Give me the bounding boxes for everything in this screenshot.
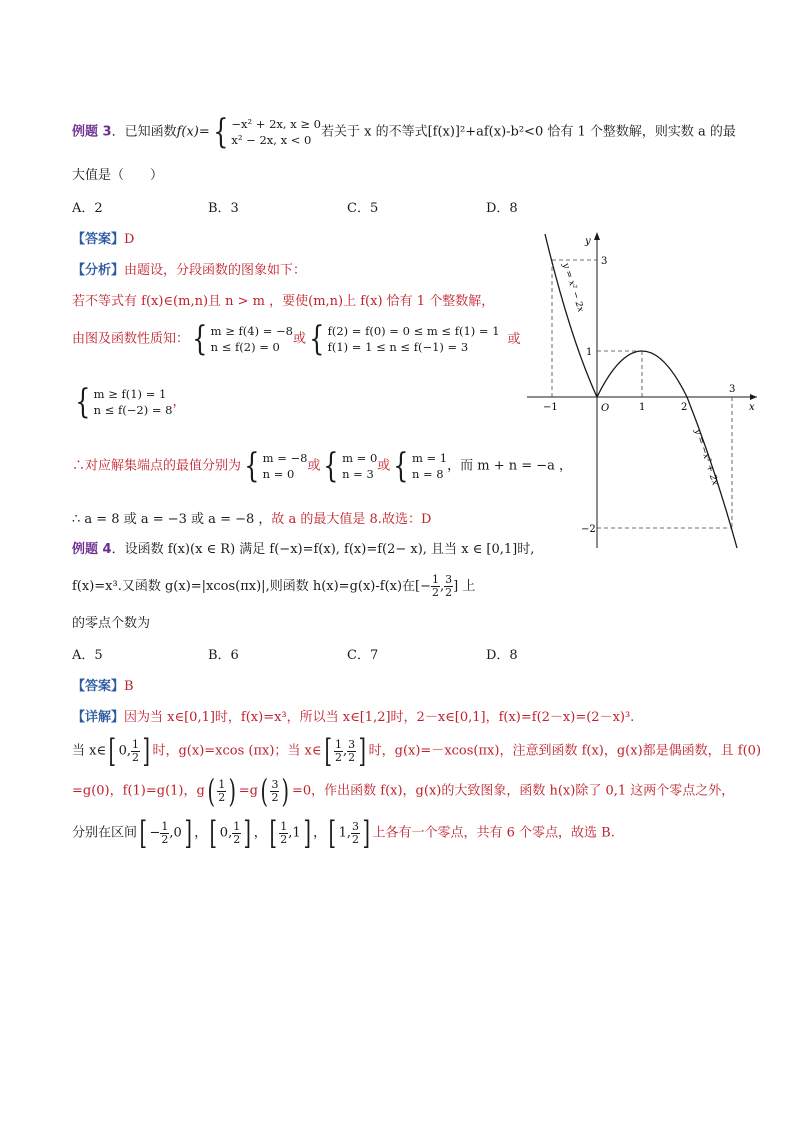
frac-half: [131, 739, 140, 764]
frac-den: 2: [351, 832, 359, 846]
ex4-frac-half: [431, 574, 440, 599]
frac-num: 1: [335, 737, 342, 751]
ex3-analysis-text: 由题设，分段函数的图象如下：: [124, 263, 307, 278]
ex4-line2-text: f(x)=x³.又函数 g(x)=|xcos(πx)|,则函数 h(x)=g(x)-f(x)在: [72, 579, 416, 594]
frac-half-3: [217, 779, 226, 804]
ex3-answer: [72, 228, 134, 247]
ex4-d3-a: =g(0)，f(1)=g(1)，g: [72, 783, 205, 799]
ex4-choice-a: A．5: [72, 648, 103, 663]
frac-three-half-2: [270, 779, 279, 804]
ex3-or-3: 或: [307, 458, 321, 474]
ex4-detail-line4: 分别在区间[ − $\frac{1}{2}$ ,0] ，[ 0, $\frac{1}{2}$ ] ，[ $\frac{1}{2}$ ,1] ，[ 1, $\frac{3}{2}$ ] 上各有一个零点，共有 6 个零点，故选 B.: [72, 814, 615, 852]
y-axis-label: y: [585, 236, 591, 247]
sys-e-1: m = 0: [342, 451, 378, 465]
ex3-or-2: 或: [507, 331, 521, 347]
ex4-line2: f(x)=x³.又函数 g(x)=|xcos(πx)|,则函数 h(x)=g(x)-f(x)在[− $\frac{1}{2}$ , $\frac{3}{2}$ ] 上: [72, 573, 476, 599]
ex4-intro: ．设函数 f(x)(x ∈ R) 满足 f(−x)=f(x), f(x)=f(2− x), 且当 x ∈ [0,1]时,: [111, 542, 535, 557]
ex4-line1: [72, 538, 534, 557]
ex4-d2-c: 时，g(x)=－xcos(πx)，注意到函数 f(x)，g(x)都是偶函数，且 f(0): [368, 743, 762, 759]
ex4-detail-line2: 当 x∈[ 0, $\frac{1}{2}$ ] 时，g(x)=xcos (πx)；当 x∈[ $\frac{1}{2}$ , $\frac{3}{2}$ ] 时，g(x)=－xcos(πx)，注意到函数 f(x)，g(x)都是偶函数，且 f(0): [72, 732, 762, 770]
ex3-condition-cont: 大值是（ ）: [72, 168, 164, 183]
ex3-answer-value: D: [124, 232, 135, 247]
ex3-analysis-line2: 若不等式有 f(x)∈(m,n)且 n > m ，要使(m,n)上 f(x) 恰有 1 个整数解，: [72, 294, 495, 309]
ex3-analysis-line5: [72, 446, 573, 486]
x-axis-arrow: [750, 394, 757, 400]
ex3-line6-a: ∴ a = 8 或 a = −3 或 a = −8 ，: [72, 512, 272, 527]
frac-num: 1: [432, 573, 440, 586]
frac-half-6: [279, 821, 288, 846]
xtick-3: 3: [729, 384, 736, 395]
xtick-2: 2: [681, 402, 688, 413]
ex3-line6-b: 故 a 的最大值是 8.故选：D: [271, 512, 432, 527]
sys-a-2: n ≤ f(2) = 0: [210, 340, 280, 354]
frac-num: 3: [348, 737, 356, 751]
sys-a-1: m ≥ f(4) = −8: [210, 324, 293, 338]
ex3-line5-pre: ∴对应解集端点的最值分别为: [72, 458, 242, 474]
ex3-analysis-tag: 【分析】: [72, 263, 125, 278]
sys-b-1: f(2) = f(0) = 0 ≤ m ≤ f(1) = 1: [327, 324, 500, 338]
frac-num: 1: [131, 737, 139, 751]
ex4-d3-b: =g: [238, 783, 258, 799]
ex3-case1: −x² + 2x, x ≥ 0: [231, 117, 321, 131]
origin-label: O: [601, 403, 610, 414]
right-curve: [597, 351, 737, 548]
frac-den: 2: [271, 790, 279, 804]
sys-c-1: m ≥ f(1) = 1: [93, 387, 167, 401]
frac-three-half: [347, 739, 356, 764]
ex4-detail-line1: [72, 706, 634, 725]
ex4-d4-b: 上各有一个零点，共有 6 个零点，故选 B.: [372, 825, 615, 841]
ex3-sys-c: { m ≥ f(1) = 1 n ≤ f(−2) = 8: [75, 382, 173, 422]
ex3-choice-c: C．5: [347, 201, 379, 216]
ex4-label: 例题 4: [72, 542, 112, 557]
ex3-line3-pre: 由图及函数性质知：: [72, 331, 190, 347]
sys-b-2: f(1) = 1 ≤ n ≤ f(−1) = 3: [327, 340, 469, 354]
ex4-d3-c: =0，作出函数 f(x)，g(x)的大致图象，函数 h(x)除了 0,1 这两个零点之外，: [291, 783, 735, 799]
ex3-intro: ．已知函数: [111, 124, 177, 140]
ex3-choice-a: A．2: [72, 201, 103, 216]
frac-den: 2: [218, 790, 226, 804]
ex4-frac-three-half: [444, 574, 453, 599]
ex4-int-open: [−: [415, 579, 432, 594]
right-curve-label: y = −x² + 2x: [692, 427, 720, 487]
ex3-line1: [72, 112, 736, 152]
frac-half-4: [160, 821, 169, 846]
ex3-condition: 若关于 x 的不等式[f(x)]²+af(x)-b²<0 恰有 1 个整数解，则实数 a 的最: [320, 124, 736, 140]
ex4-detail-tag: 【详解】: [72, 710, 125, 725]
ex3-answer-tag: 【答案】: [72, 232, 125, 247]
xtick-1: 1: [639, 402, 646, 413]
sys-f-1: m = 1: [411, 451, 448, 465]
ytick-1: 1: [586, 347, 593, 358]
frac-num: 1: [161, 819, 169, 833]
frac-num: 3: [445, 573, 453, 586]
frac-den: 2: [445, 586, 453, 599]
ex4-int-close: ] 上: [453, 579, 476, 594]
ex3-fx: f(x)=: [176, 124, 210, 140]
sys-d-1: m = −8: [262, 451, 308, 465]
ex3-sys-f: { m = 1 n = 8: [393, 446, 448, 486]
ex3-sys-a: { m ≥ f(4) = −8 n ≤ f(2) = 0: [192, 319, 293, 359]
frac-three-half-3: [351, 821, 360, 846]
ex4-choice-b: B．6: [208, 648, 239, 663]
ex3-analysis-line4: [72, 382, 186, 422]
ytick-m2: −2: [581, 524, 596, 535]
ex3-analysis-line6: [72, 508, 431, 527]
frac-den: 2: [335, 750, 342, 764]
frac-den: 2: [348, 750, 356, 764]
xtick-m1: −1: [543, 402, 558, 413]
frac-num: 1: [218, 777, 226, 791]
ex3-label: 例题 3: [72, 124, 112, 140]
ex4-d2-a: 当 x∈: [72, 743, 107, 759]
ex4-answer-value: B: [124, 679, 134, 694]
ex4-answer-tag: 【答案】: [72, 679, 125, 694]
ex3-or-1: 或: [292, 331, 306, 347]
ex4-answer: [72, 675, 134, 694]
left-curve: [545, 234, 597, 397]
ex3-analysis-line3: [72, 319, 521, 359]
ex3-sys-c-tail: ，: [172, 394, 186, 410]
frac-num: 3: [271, 777, 279, 791]
ex3-line5-tail: ，而 m + n = −a ，: [447, 458, 573, 474]
frac-den: 2: [233, 832, 241, 846]
ex4-detail-line3: =g(0)，f(1)=g(1)，g( $\frac{1}{2}$ ) =g( $\frac{3}{2}$ ) =0，作出函数 f(x)，g(x)的大致图象，函数 h(x)除了 0,1 这两个零点之外，: [72, 772, 735, 810]
ex3-or-4: 或: [377, 458, 391, 474]
left-curve-label: y = x² − 2x: [560, 261, 586, 314]
frac-num: 1: [233, 819, 241, 833]
ex3-analysis: [72, 259, 306, 278]
ex3-case2: x² − 2x, x < 0: [231, 133, 312, 147]
frac-half-2: [334, 739, 343, 764]
frac-den: 2: [432, 586, 440, 599]
sys-e-2: n = 3: [342, 467, 374, 481]
sys-c-2: n ≤ f(−2) = 8: [93, 403, 173, 417]
ytick-3: 3: [601, 256, 608, 267]
ex4-detail1: 因为当 x∈[0,1]时，f(x)=x³，所以当 x∈[1,2]时，2－x∈[0,1]，f(x)=f(2－x)=(2－x)³.: [124, 710, 635, 725]
ex3-choice-d: D．8: [486, 201, 518, 216]
x-axis-label: x: [749, 402, 755, 413]
sys-f-2: n = 8: [411, 467, 444, 481]
ex4-line3: 的零点个数为: [72, 616, 151, 631]
ex3-piecewise: { −x² + 2x, x ≥ 0 x² − 2x, x < 0: [213, 112, 321, 152]
ex4-d2-b: 时，g(x)=xcos (πx)；当 x∈: [152, 743, 322, 759]
frac-den: 2: [161, 832, 169, 846]
ex4-choice-d: D．8: [486, 648, 518, 663]
frac-half-5: [232, 821, 241, 846]
sys-d-2: n = 0: [262, 467, 295, 481]
ex4-choice-c: C．7: [347, 648, 379, 663]
frac-num: 1: [280, 819, 288, 833]
ex4-d4-a: 分别在区间: [72, 825, 138, 841]
piecewise-graph: [525, 228, 765, 558]
frac-num: 3: [351, 819, 359, 833]
ex3-sys-d: { m = −8 n = 0: [244, 446, 308, 486]
ex3-sys-b: { f(2) = f(0) = 0 ≤ m ≤ f(1) = 1 f(1) = 1 ≤ n ≤ f(−1) = 3: [309, 319, 500, 359]
ex3-sys-e: { m = 0 n = 3: [323, 446, 378, 486]
frac-den: 2: [280, 832, 288, 846]
ex3-choice-b: B．3: [208, 201, 239, 216]
frac-den: 2: [131, 750, 139, 764]
y-axis-arrow: [594, 232, 600, 240]
